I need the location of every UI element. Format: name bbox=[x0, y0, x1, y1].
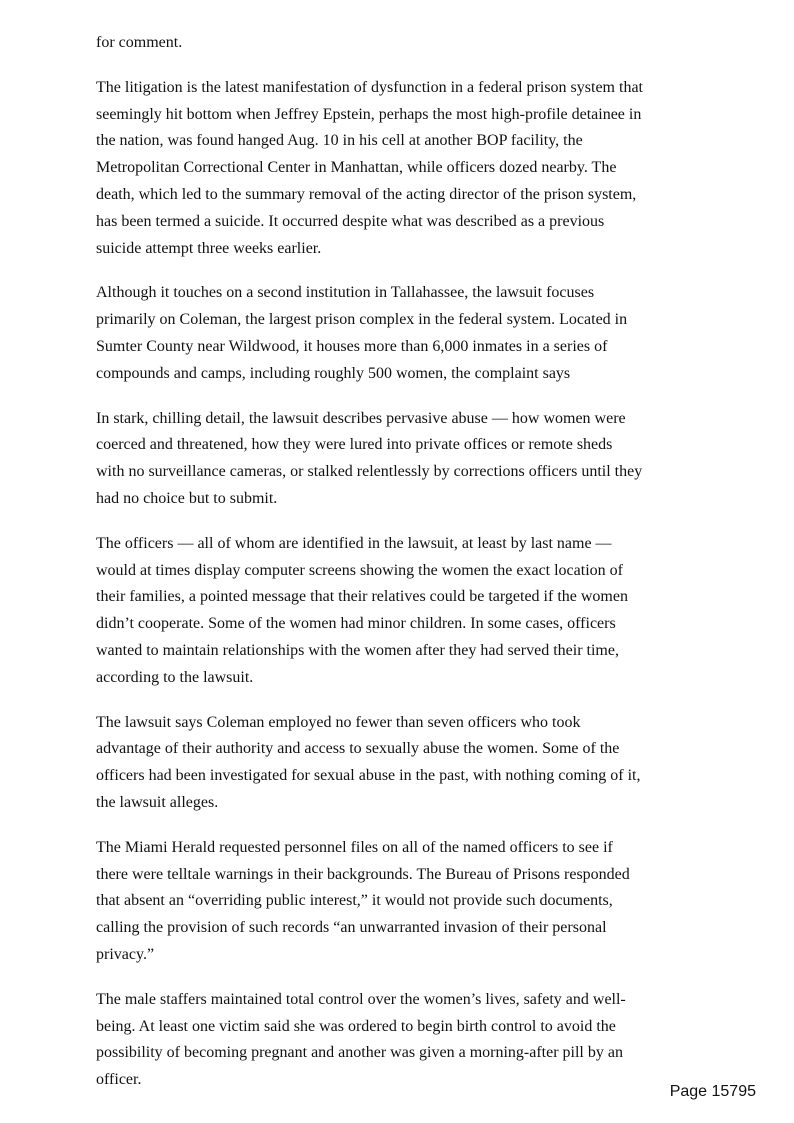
paragraph-seven-officers: The lawsuit says Coleman employed no fewer than seven officers who took advantage of their authority and access to sexually abuse the women. Some of the officers had been investigated for sexual abuse in the past, with nothing coming of it, the lawsuit alleges. bbox=[96, 713, 641, 811]
paragraph-abuse-detail: In stark, chilling detail, the lawsuit describes pervasive abuse — how women were coerced and threatened, how they were lured into private offices or remote sheds with no surveillance cameras, or stalked relentlessly by corrections officers until they had no choice but to submit. bbox=[96, 409, 643, 507]
paragraph-continuation: for comment. bbox=[96, 34, 183, 51]
paragraph-litigation: The litigation is the latest manifestation of dysfunction in a federal prison system that seemingly hit bottom when Jeffrey Epstein, perhaps the most high-profile detainee in the nation, was found hanged Aug. 10 in his cell at another BOP facility, the Metropolitan Correctional Center in Manhattan, while officers dozed nearby. The death, which led to the summary removal of the acting director of the prison system, has been termed a suicide. It occurred despite what was described as a previous suicide attempt three weeks earlier. bbox=[96, 78, 643, 257]
paragraph-officers: The officers — all of whom are identified in the lawsuit, at least by last name — would at times display computer screens showing the women the exact location of their families, a pointed message that their relatives could be targeted if the women didn’t cooperate. Some of the women had minor children. In some cases, officers wanted to maintain relationships with the women after they had served their time, according to the lawsuit. bbox=[96, 534, 628, 686]
paragraph-control: The male staffers maintained total control over the women’s lives, safety and well- being. At least one victim said she was ordered to begin birth control to avoid the possibility of becoming pregnant and another was given a morning-after pill by an officer. bbox=[96, 990, 626, 1089]
page-number: Page 15795 bbox=[669, 1083, 756, 1100]
paragraph-coleman: Although it touches on a second institution in Tallahassee, the lawsuit focuses primarily on Coleman, the largest prison complex in the federal system. Located in Sumter County near Wildwood, it houses more than 6,000 inmates in a series of compounds and camps, including roughly 500 women, the complaint says bbox=[96, 284, 628, 382]
paragraph-personnel-files: The Miami Herald requested personnel files on all of the named officers to see if there were telltale warnings in their backgrounds. The Bureau of Prisons responded that absent an “overriding public interest,” it would not provide such documents, calling the provision of such records “an unwarranted invasion of their personal privacy.” bbox=[96, 838, 630, 963]
document-body bbox=[96, 30, 706, 1112]
